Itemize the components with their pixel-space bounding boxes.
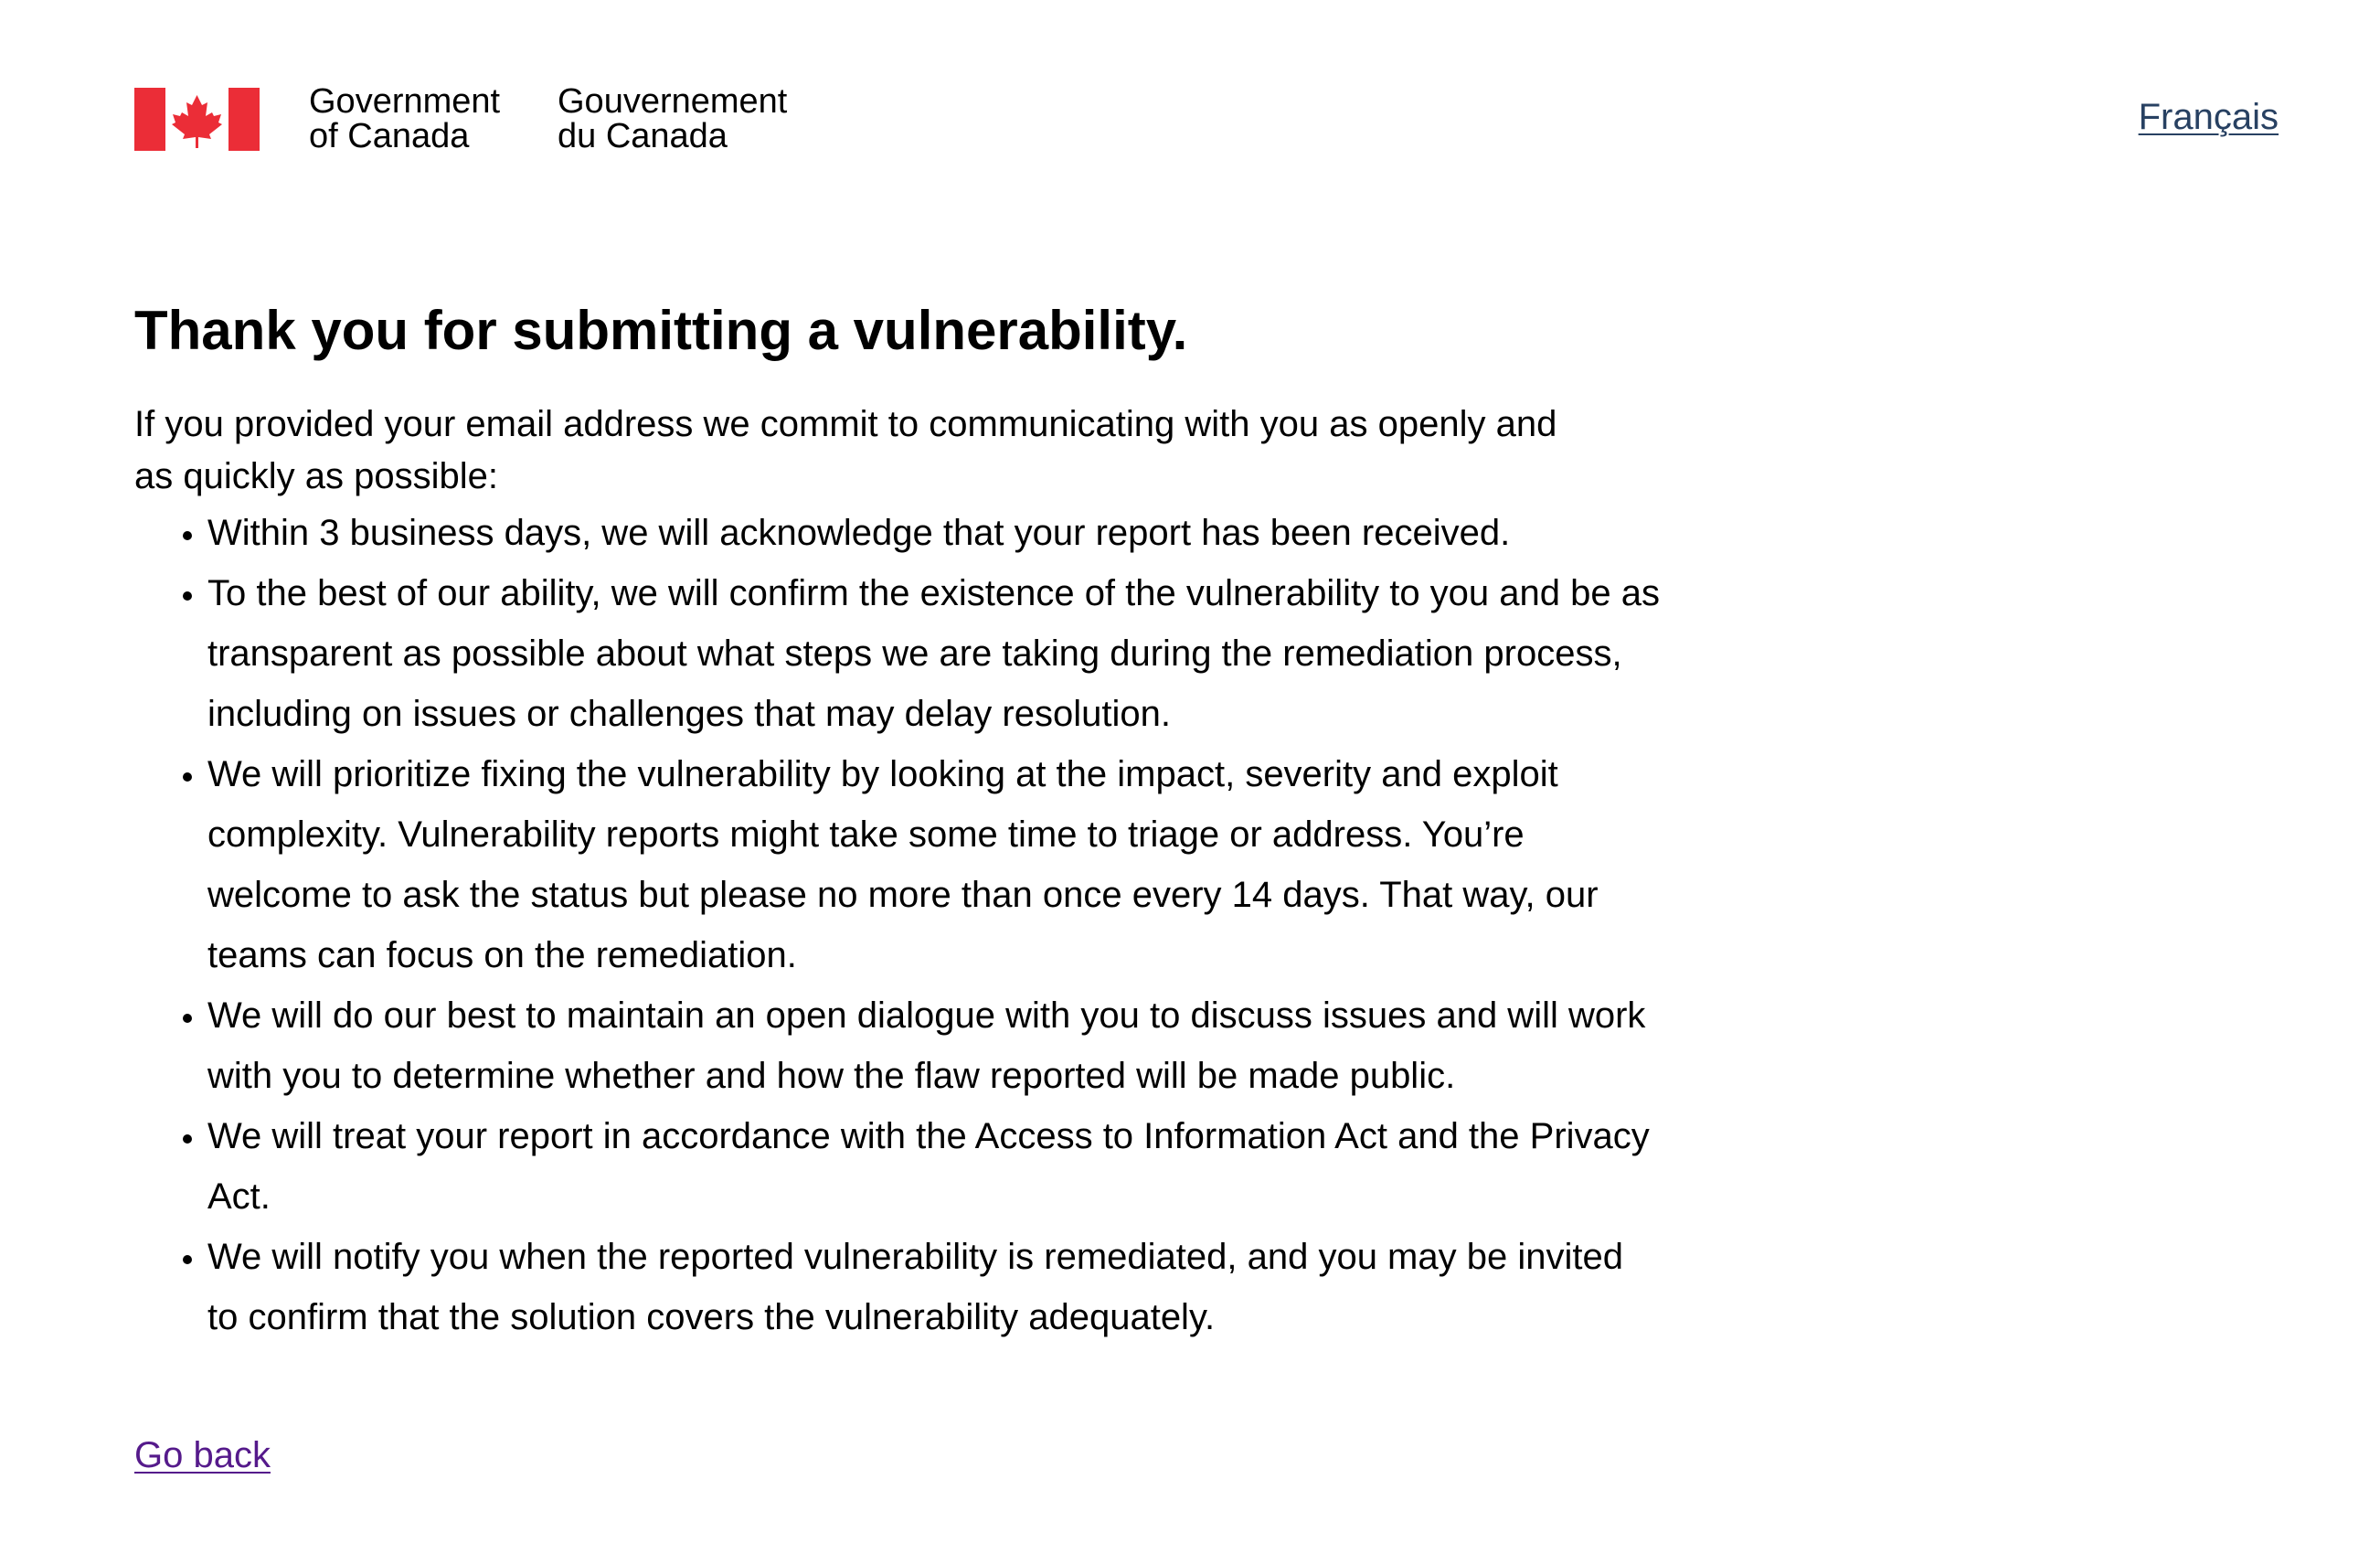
- wordmark-french-line2: du Canada: [558, 117, 728, 155]
- page-title: Thank you for submitting a vulnerability.: [134, 300, 1188, 361]
- wordmark-french: [558, 84, 787, 154]
- commitment-item-confirm: • To the best of our ability, we will confirm the existence of the vulnerability to you and be as transparent as possible about what steps we are taking during the remediation process, including on issues or challenges that may delay resolution.: [207, 563, 1661, 744]
- canada-flag-icon: [134, 88, 260, 151]
- go-back-link[interactable]: Go back: [134, 1435, 271, 1475]
- commitments-list: [134, 503, 1661, 1347]
- main-content: [134, 294, 1660, 1347]
- commitment-item-notify: • We will notify you when the reported vulnerability is remediated, and you may be invited to confirm that the solution covers the vulnerability adequately.: [207, 1227, 1661, 1347]
- commitment-item-prioritize: • We will prioritize fixing the vulnerability by looking at the impact, severity and exploit complexity. Vulnerability reports might take some time to triage or address. You’re welcome to ask the status but please no more than once every 14 days. That way, our teams can focus on the remediation.: [207, 744, 1661, 985]
- commitment-item-access-privacy: • We will treat your report in accordance with the Access to Information Act and the Privacy Act.: [207, 1106, 1661, 1227]
- language-toggle-link[interactable]: Français: [2138, 97, 2279, 137]
- commitment-item-acknowledge: • Within 3 business days, we will acknowledge that your report has been received.: [207, 503, 1661, 563]
- site-header: [134, 82, 2279, 161]
- commitment-item-dialogue: • We will do our best to maintain an open dialogue with you to discuss issues and will work with you to determine whether and how the flaw reported will be made public.: [207, 985, 1661, 1106]
- wordmark-english-line1: Government: [309, 82, 501, 121]
- wordmark-french-line1: Gouvernement: [558, 82, 788, 121]
- wordmark-english-line2: of Canada: [309, 117, 470, 155]
- wordmark-english: [309, 84, 500, 154]
- intro-paragraph: If you provided your email address we commit to communicating with you as openly and as quickly as possible:: [134, 404, 1557, 496]
